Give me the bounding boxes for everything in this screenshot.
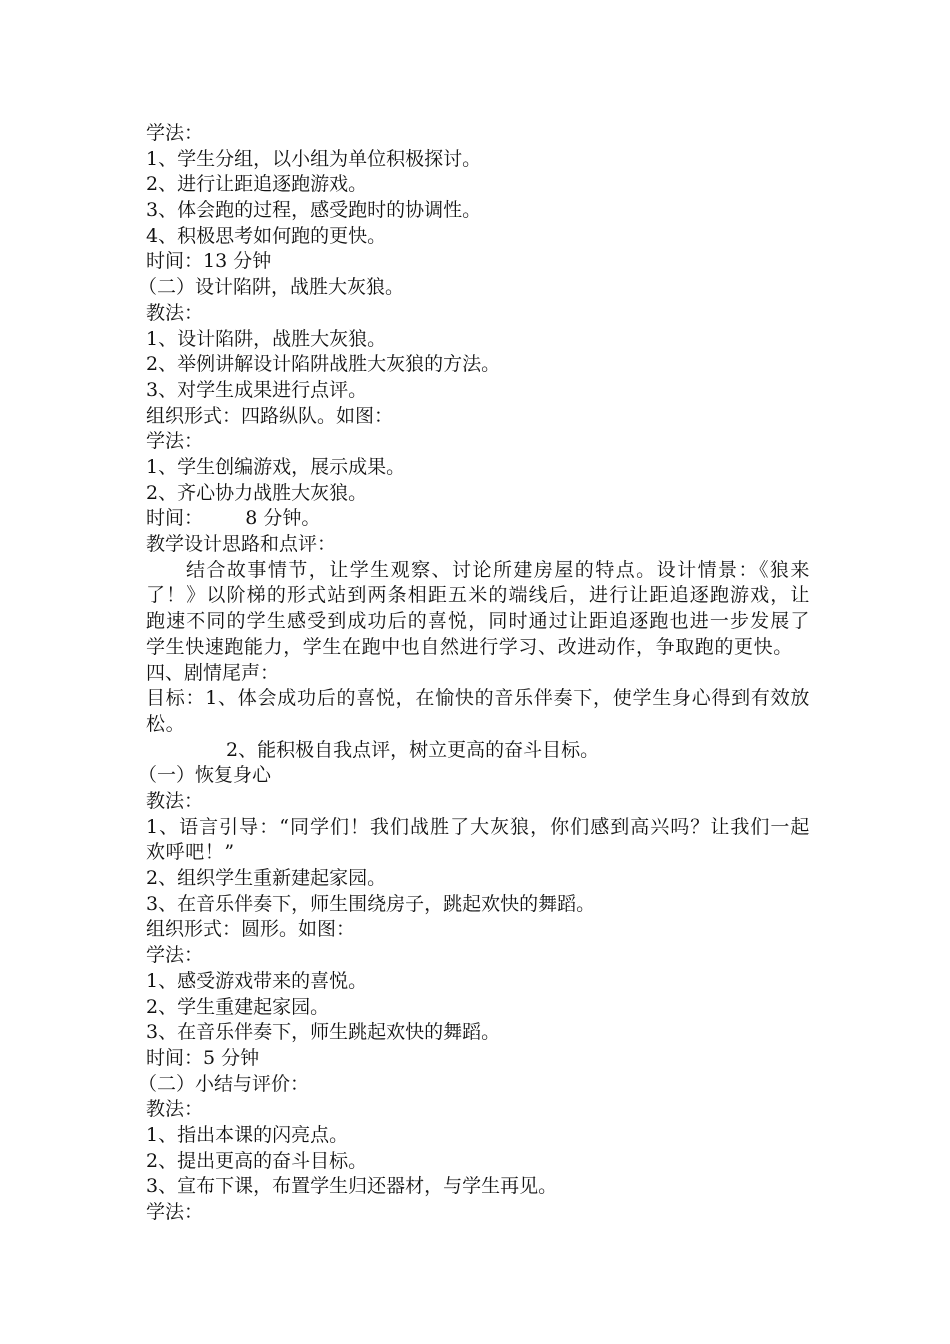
list-item: 1、学生创编游戏，展示成果。 bbox=[146, 455, 406, 478]
subsection-heading: （二）设计陷阱，战胜大灰狼。 bbox=[138, 276, 405, 299]
list-item: 3、宣布下课，布置学生归还器材，与学生再见。 bbox=[146, 1175, 558, 1198]
list-item: 1、学生分组，以小组为单位积极探讨。 bbox=[146, 147, 482, 170]
section-heading: 学法： bbox=[146, 944, 204, 967]
time-line: 时间：5 分钟 bbox=[146, 1046, 260, 1069]
time-line: 时间： 8 分钟。 bbox=[146, 507, 321, 530]
section-heading: 教法： bbox=[146, 789, 204, 812]
subsection-heading: （二）小结与评价： bbox=[138, 1072, 310, 1095]
list-item: 3、在音乐伴奏下，师生跳起欢快的舞蹈。 bbox=[146, 1021, 501, 1044]
section-heading: 教法： bbox=[146, 1098, 204, 1121]
list-item: 3、体会跑的过程，感受跑时的协调性。 bbox=[146, 199, 482, 222]
goal-line: 2、能积极自我点评，树立更高的奋斗目标。 bbox=[226, 738, 600, 761]
document-body bbox=[138, 121, 810, 1226]
list-item: 1、感受游戏带来的喜悦。 bbox=[146, 969, 368, 992]
list-item: 2、进行让距追逐跑游戏。 bbox=[146, 173, 368, 196]
section-heading: 学法： bbox=[146, 1201, 204, 1223]
list-item: 1、设计陷阱，战胜大灰狼。 bbox=[146, 327, 387, 350]
list-item: 1、语言引导：“同学们！我们战胜了大灰狼，你们感到高兴吗？让我们一起欢呼吧！” bbox=[146, 815, 810, 864]
organization-line: 组织形式：圆形。如图： bbox=[146, 918, 356, 941]
list-item: 2、举例讲解设计陷阱战胜大灰狼的方法。 bbox=[146, 353, 501, 376]
list-item: 4、积极思考如何跑的更快。 bbox=[146, 224, 387, 247]
paragraph: 结合故事情节，让学生观察、讨论所建房屋的特点。设计情景：《狼来了！》以阶梯的形式站到两条相距五米的端线后，进行让距追逐跑游戏，让跑速不同的学生感受到成功后的喜悦，同时通过让距追逐跑也进一步发展了学生快速跑能力，学生在跑中也自然进行学习、改进动作，争取跑的更快。 bbox=[146, 558, 810, 658]
section-heading: 学法： bbox=[146, 122, 204, 144]
list-item: 3、在音乐伴奏下，师生围绕房子，跳起欢快的舞蹈。 bbox=[146, 892, 596, 915]
subsection-heading: （一）恢复身心 bbox=[138, 764, 272, 787]
list-item: 2、提出更高的奋斗目标。 bbox=[146, 1149, 368, 1172]
list-item: 1、指出本课的闪亮点。 bbox=[146, 1123, 349, 1146]
list-item: 2、学生重建起家园。 bbox=[146, 995, 330, 1018]
section-heading: 教法： bbox=[146, 301, 204, 324]
list-item: 2、组织学生重新建起家园。 bbox=[146, 867, 387, 890]
section-heading: 教学设计思路和点评： bbox=[146, 533, 337, 555]
section-heading: 四、剧情尾声： bbox=[146, 661, 280, 684]
organization-line: 组织形式：四路纵队。如图： bbox=[146, 404, 394, 427]
section-heading: 学法： bbox=[146, 430, 204, 453]
time-line: 时间：13 分钟 bbox=[146, 250, 272, 273]
list-item: 2、齐心协力战胜大灰狼。 bbox=[146, 481, 368, 504]
list-item: 3、对学生成果进行点评。 bbox=[146, 378, 368, 401]
goal-line: 目标：1、体会成功后的喜悦，在愉快的音乐伴奏下，使学生身心得到有效放松。 bbox=[146, 687, 810, 735]
